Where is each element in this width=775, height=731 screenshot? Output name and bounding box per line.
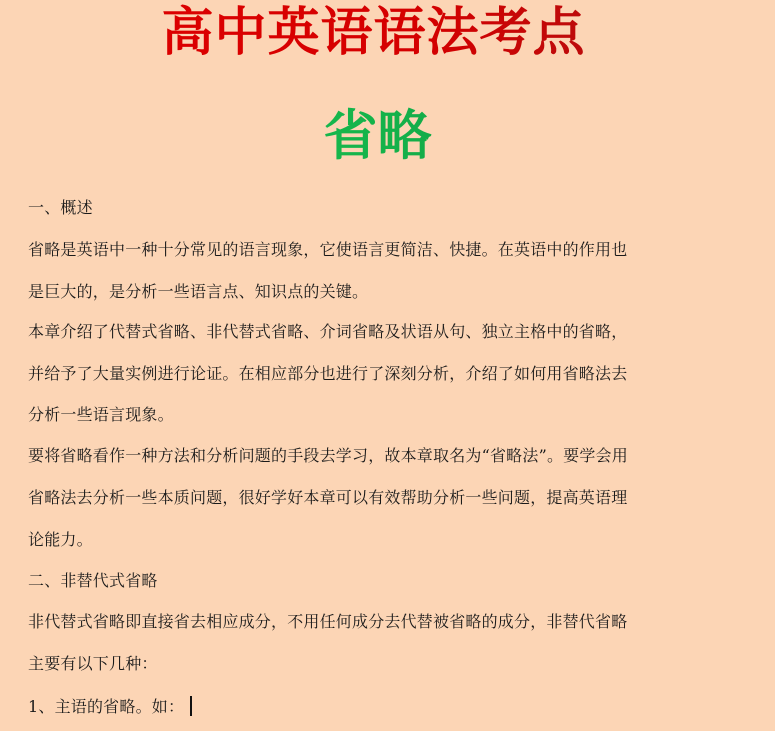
document-subtitle: 省略 (0, 103, 775, 169)
paragraph-line: 并给予了大量实例进行论证。在相应部分也进行了深刻分析，介绍了如何用省略法去 (28, 364, 628, 383)
section-heading-overview: 一、概述 (28, 198, 93, 217)
paragraph-line: 省略是英语中一种十分常见的语言现象，它使语言更简洁、快捷。在英语中的作用也 (28, 240, 628, 259)
paragraph-line: 非代替式省略即直接省去相应成分，不用任何成分去代替被省略的成分，非替代省略 (28, 612, 628, 631)
text-cursor (190, 696, 192, 716)
section-heading-non-substitution: 二、非替代式省略 (28, 571, 158, 590)
paragraph-line: 要将省略看作一种方法和分析问题的手段去学习，故本章取名为“省略法”。要学会用 (28, 446, 628, 465)
document-title: 高中英语语法考点 (0, 2, 775, 64)
paragraph-line: 论能力。 (28, 530, 93, 549)
paragraph-line: 省略法去分析一些本质问题，很好学好本章可以有效帮助分析一些问题，提高英语理 (28, 488, 628, 507)
paragraph-line: 主要有以下几种： (28, 654, 158, 673)
paragraph-line: 是巨大的，是分析一些语言点、知识点的关键。 (28, 282, 369, 301)
list-item-subject-ellipsis (28, 696, 748, 717)
list-item-text: 1、主语的省略。如： (28, 697, 185, 716)
paragraph-line: 本章介绍了代替式省略、非代替式省略、介词省略及状语从句、独立主格中的省略， (28, 322, 628, 341)
paragraph-line: 分析一些语言现象。 (28, 405, 174, 424)
